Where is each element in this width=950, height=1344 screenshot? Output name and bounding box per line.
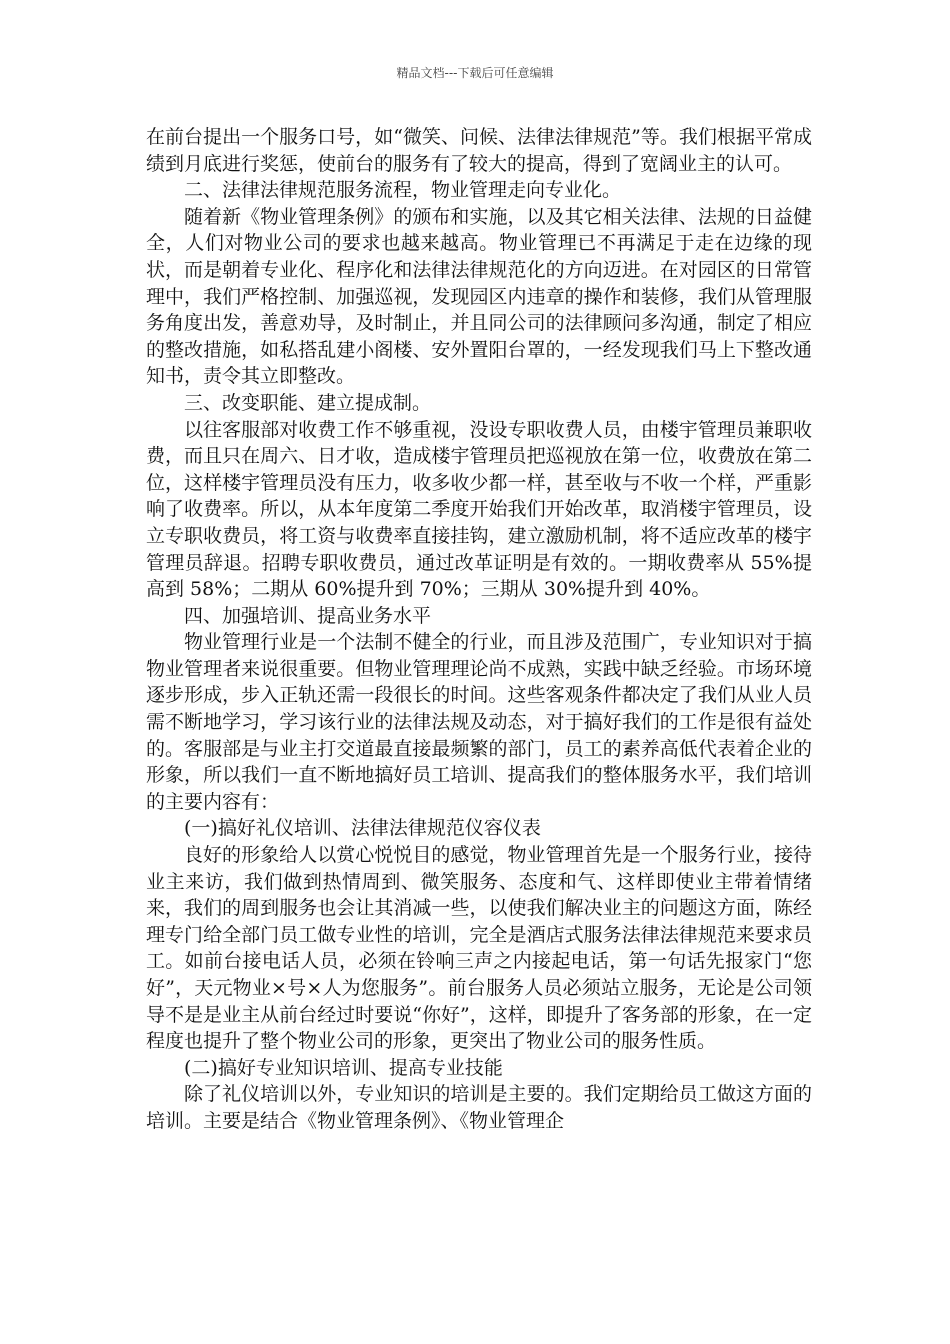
subsection-heading: (一)搞好礼仪培训、法律法律规范仪容仪表 (184, 817, 541, 840)
paragraph: 在前台提出一个服务口号，如“微笑、问候、法律法律规范”等。我们根据平常成绩到月底进行奖惩，使前台的服务有了较大的提高，得到了宽阔业主的认可。 (146, 126, 812, 175)
section-heading: 三、改变职能、建立提成制。 (184, 391, 432, 414)
section-heading: 四、加强培训、提高业务水平 (184, 604, 432, 627)
paragraph: 除了礼仪培训以外，专业知识的培训是主要的。我们定期给员工做这方面的培训。主要是结合《物业管理条例》、《物业管理企 (146, 1083, 812, 1132)
paragraph: 随着新《物业管理条例》的颁布和实施，以及其它相关法律、法规的日益健全，人们对物业公司的要求也越来越高。物业管理已不再满足于走在边缘的现状，而是朝着专业化、程序化和法律法律规范化的方向迈进。在对园区的日常管理中，我们严格控制、加强巡视，发现园区内违章的操作和装修，我们从管理服务角度出发，善意劝导，及时制止，并且同公司的法律顾问多沟通，制定了相应的整改措施，如私搭乱建小阁楼、安外置阳台罩的，一经发现我们马上下整改通知书，责令其立即整改。 (146, 205, 812, 388)
document-body (146, 124, 812, 1135)
subsection-heading: (二)搞好专业知识培训、提高专业技能 (184, 1056, 503, 1079)
paragraph: 良好的形象给人以赏心悦悦目的感觉，物业管理首先是一个服务行业，接待业主来访，我们做到热情周到、微笑服务、态度和气、这样即使业主带着情绪来，我们的周到服务也会让其消减一些，以使我们解决业主的问题这方面，陈经理专门给全部门员工做专业性的培训，完全是酒店式服务法律法律规范来要求员工。如前台接电话人员，必须在铃响三声之内接起电话，第一句话先报家门“您好”，天元物业×号×人为您服务”。前台服务人员必须站立服务，无论是公司领导不是是业主从前台经过时要说“你好”，这样，即提升了客务部的形象，在一定程度也提升了整个物业公司的形象，更突出了物业公司的服务性质。 (146, 844, 812, 1053)
paragraph: 物业管理行业是一个法制不健全的行业，而且涉及范围广，专业知识对于搞物业管理者来说很重要。但物业管理理论尚不成熟，实践中缺乏经验。市场环境逐步形成，步入正轨还需一段很长的时间。这些客观条件都决定了我们从业人员需不断地学习，学习该行业的法律法规及动态，对于搞好我们的工作是很有益处的。客服部是与业主打交道最直接最频繁的部门，员工的素养高低代表着企业的形象，所以我们一直不断地搞好员工培训、提高我们的整体服务水平，我们培训的主要内容有： (146, 631, 812, 813)
page-header: 精品文档---下载后可任意编辑 (396, 66, 554, 80)
paragraph: 以往客服部对收费工作不够重视，没设专职收费人员，由楼宇管理员兼职收费，而且只在周六、日才收，造成楼宇管理员把巡视放在第一位，收费放在第二位，这样楼宇管理员没有压力，收多收少都一样，甚至收与不收一个样，严重影响了收费率。所以，从本年度第二季度开始我们开始改革，取消楼宇管理员，设立专职收费员，将工资与收费率直接挂钩，建立激励机制，将不适应改革的楼宇管理员辞退。招聘专职收费员，通过改革证明是有效的。一期收费率从 55%提高到 58%；二期从 60%提升到 70%；三期从 30%提升到 40%。 (146, 418, 812, 601)
section-heading: 二、法律法律规范服务流程，物业管理走向专业化。 (184, 179, 622, 202)
